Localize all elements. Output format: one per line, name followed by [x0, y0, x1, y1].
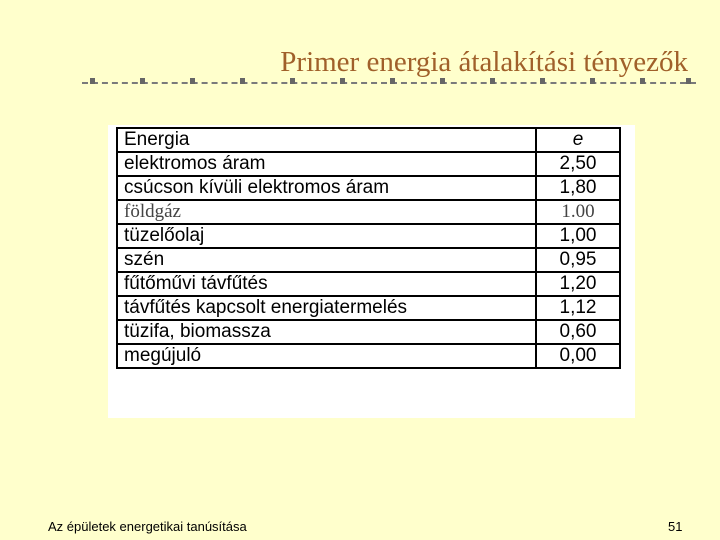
factor-value-cell: 0,60 — [536, 320, 620, 344]
factor-value-cell: 2,50 — [536, 152, 620, 176]
table-row — [117, 248, 620, 272]
page-number: 51 — [668, 519, 683, 534]
energy-label-cell: csúcson kívüli elektromos áram — [117, 176, 536, 200]
footer-text: Az épületek energetikai tanúsítása — [48, 519, 247, 534]
table-row — [117, 152, 620, 176]
title-divider-markers — [82, 78, 696, 86]
conversion-factor-table — [116, 127, 621, 369]
factor-value-cell: 1,12 — [536, 296, 620, 320]
factor-value-cell: 0,00 — [536, 344, 620, 368]
factor-value-cell: 1.00 — [536, 200, 620, 224]
factor-value-cell: 1,80 — [536, 176, 620, 200]
table-row — [117, 272, 620, 296]
factor-value-cell: 1,00 — [536, 224, 620, 248]
energy-label-cell: tüzifa, biomassza — [117, 320, 536, 344]
energy-label-cell: megújuló — [117, 344, 536, 368]
factor-value-cell: 0,95 — [536, 248, 620, 272]
table-row — [117, 320, 620, 344]
table-row — [117, 224, 620, 248]
table-row — [117, 176, 620, 200]
energy-label-cell: fűtőművi távfűtés — [117, 272, 536, 296]
table-header-row — [117, 128, 620, 152]
energy-label-cell: távfűtés kapcsolt energiatermelés — [117, 296, 536, 320]
energy-label-cell: tüzelőolaj — [117, 224, 536, 248]
table-row — [117, 296, 620, 320]
header-energy-cell: Energia — [117, 128, 536, 152]
slide-title: Primer energia átalakítási tényezők — [280, 46, 688, 78]
energy-label-cell: elektromos áram — [117, 152, 536, 176]
energy-label-cell: szén — [117, 248, 536, 272]
energy-label-cell: földgáz — [117, 200, 536, 224]
table-row — [117, 200, 620, 224]
factor-value-cell: 1,20 — [536, 272, 620, 296]
header-factor-cell: e — [536, 128, 620, 152]
table-row — [117, 344, 620, 368]
